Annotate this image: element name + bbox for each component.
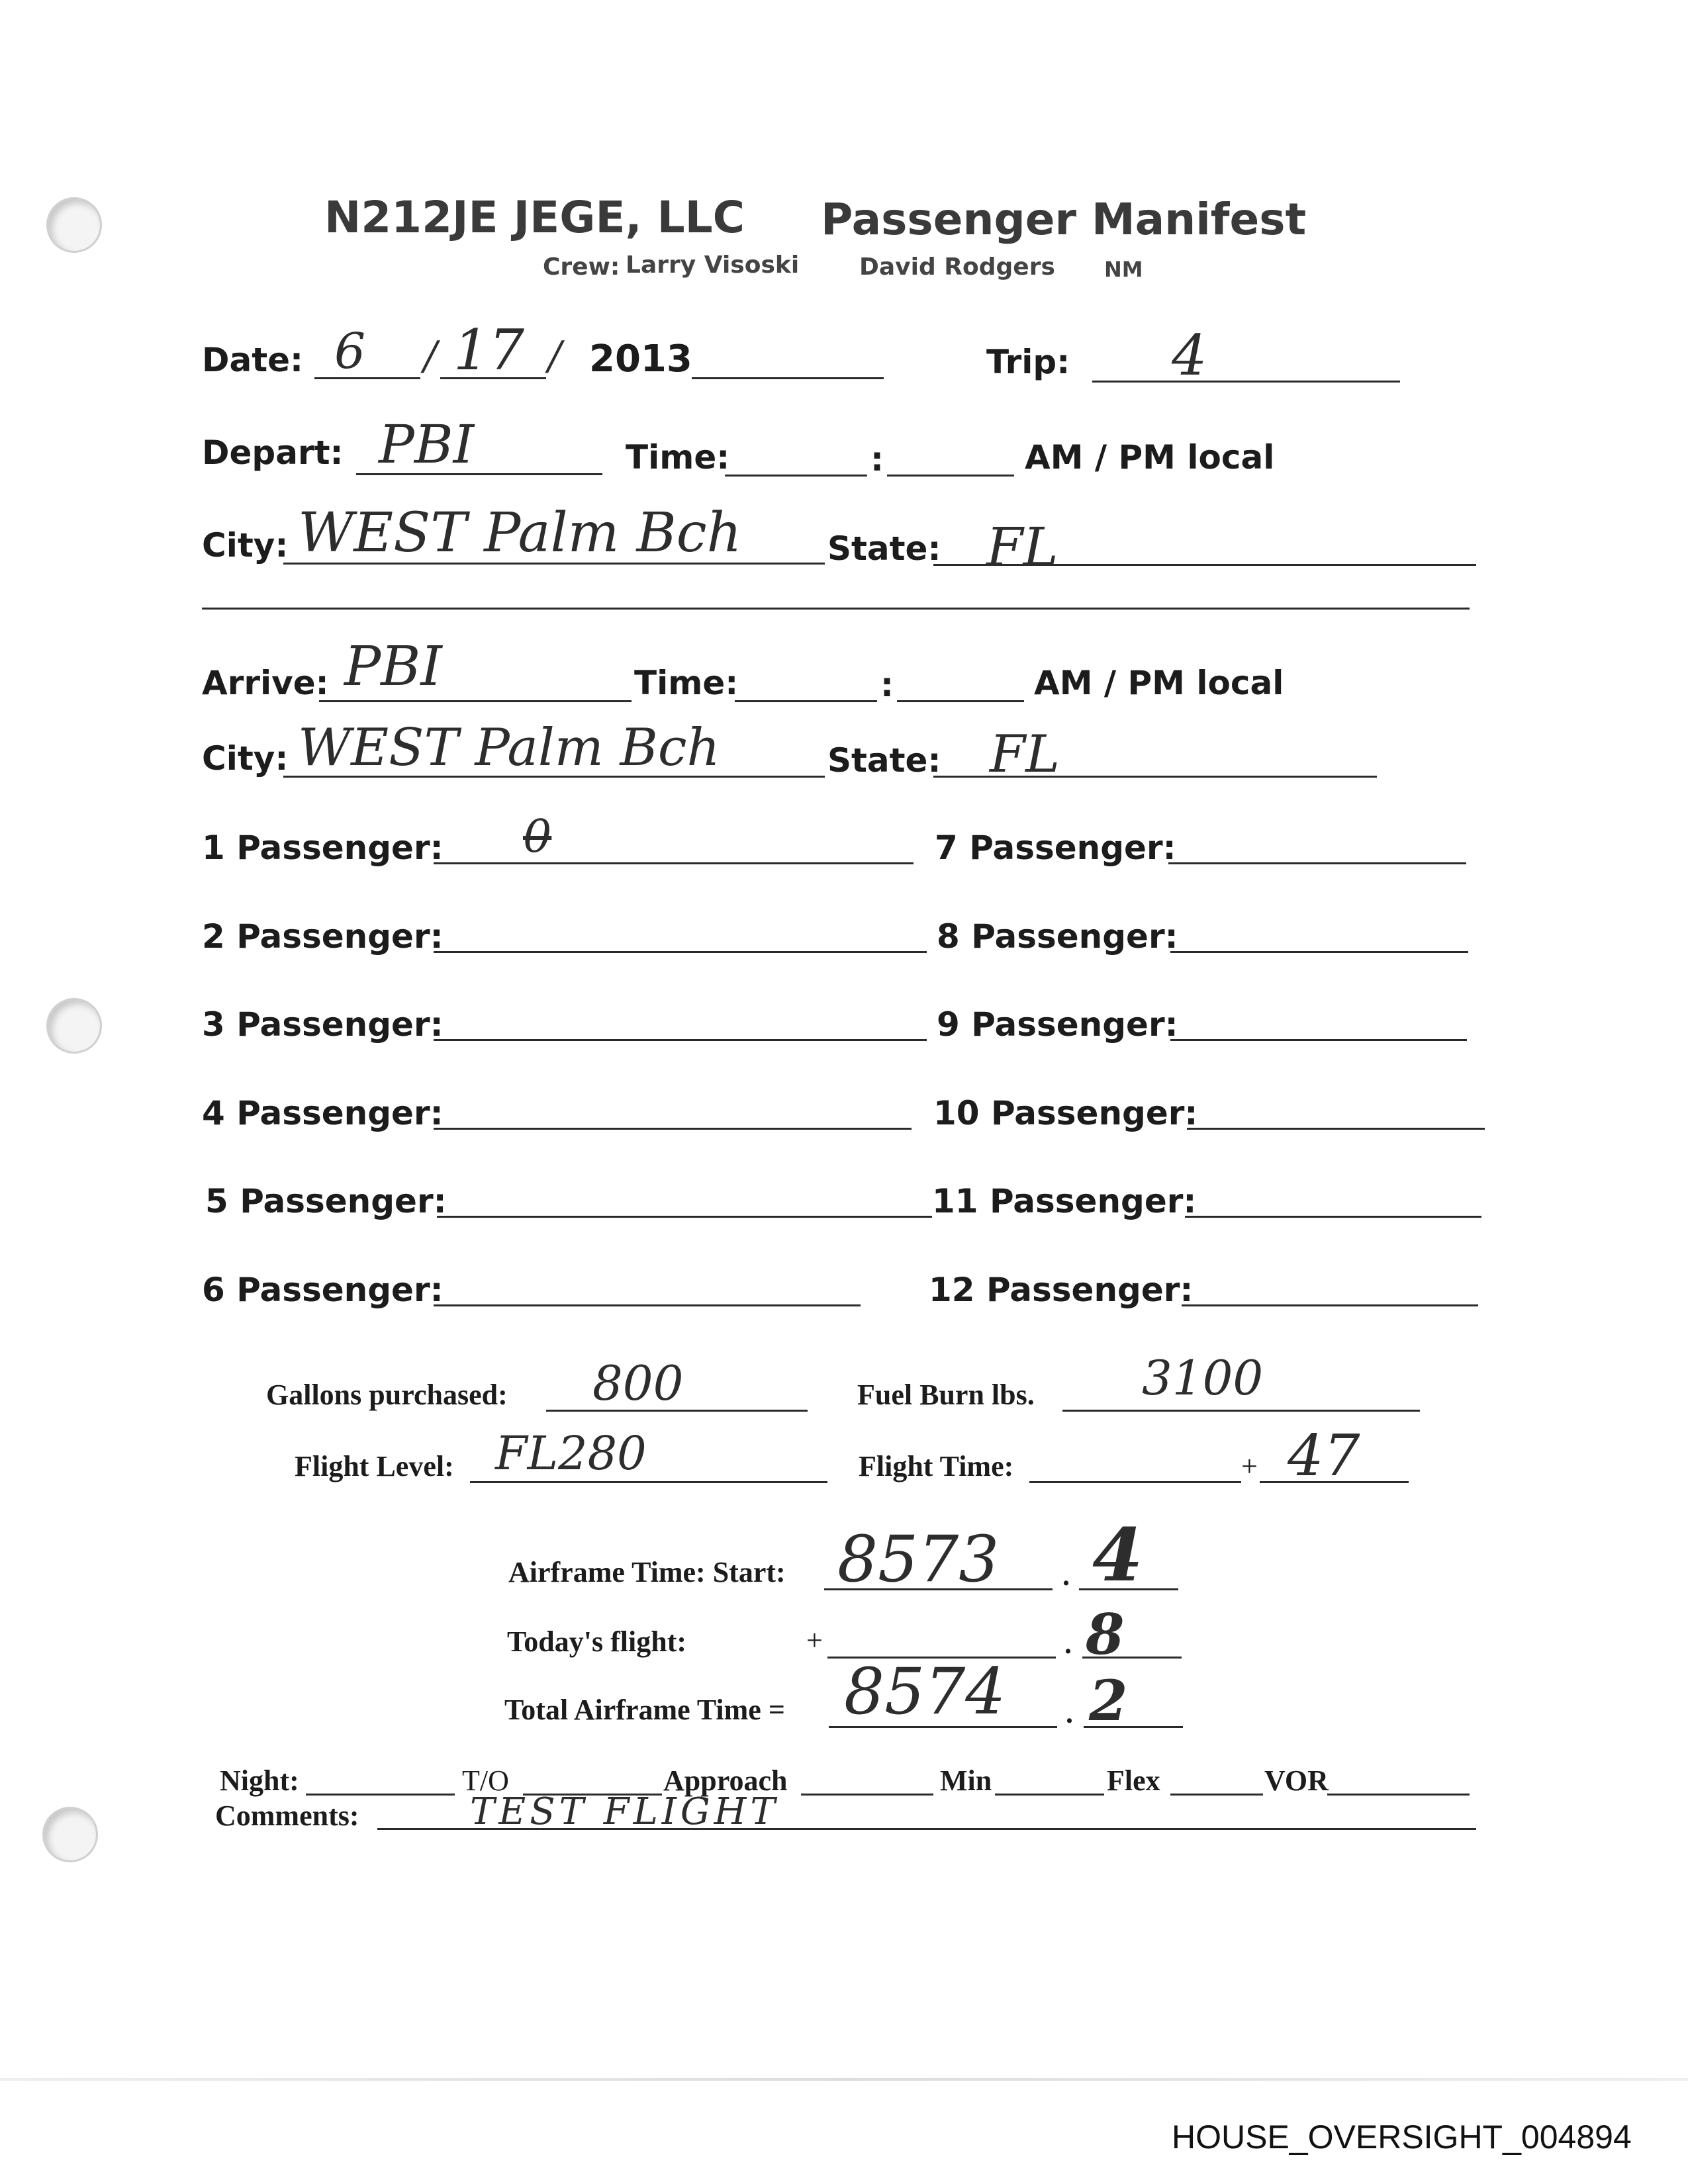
passenger-2-line — [434, 951, 927, 953]
depart-time-label: Time: — [626, 438, 730, 477]
depart-state-value: FL — [986, 516, 1058, 578]
depart-time-separator: : — [870, 440, 884, 478]
trip-value: 4 — [1172, 323, 1207, 388]
night-line — [306, 1794, 455, 1796]
passenger-12-label: 12 Passenger: — [929, 1271, 1194, 1309]
total-airframe-decimal: 2 — [1089, 1668, 1128, 1733]
crew-member-1: Larry Visoski — [626, 251, 800, 279]
passenger-2-label: 2 Passenger: — [202, 917, 444, 956]
depart-city-value: WEST Palm Bch — [298, 502, 742, 565]
passenger-5-line — [437, 1216, 932, 1218]
night-label: Night: — [220, 1764, 299, 1797]
passenger-6-label: 6 Passenger: — [202, 1271, 444, 1309]
depart-label: Depart: — [202, 433, 344, 472]
passenger-8-line — [1170, 951, 1468, 953]
gallons-label: Gallons purchased: — [266, 1379, 508, 1411]
flight-time-plus: + — [1241, 1450, 1258, 1482]
total-airframe-label: Total Airframe Time = — [504, 1694, 785, 1726]
date-day-value: 17 — [453, 318, 524, 383]
vor-line — [1327, 1794, 1470, 1796]
depart-extra-line — [202, 608, 1470, 610]
flight-level-value: FL280 — [495, 1426, 647, 1480]
arrive-time-label: Time: — [634, 664, 739, 702]
depart-ampm: AM / PM local — [1025, 438, 1275, 477]
passenger-12-line — [1182, 1304, 1478, 1306]
passenger-6-line — [434, 1304, 861, 1306]
arrive-ampm: AM / PM local — [1034, 664, 1284, 702]
arrive-time-hour-line — [735, 700, 877, 702]
comments-value: TEST FLIGHT — [470, 1790, 779, 1833]
flex-line — [1170, 1794, 1263, 1796]
passenger-10-label: 10 Passenger: — [933, 1094, 1198, 1132]
date-month-line — [314, 377, 420, 379]
todays-flight-plus: + — [806, 1624, 823, 1657]
depart-value: PBI — [379, 414, 475, 475]
flight-time-value: 47 — [1288, 1423, 1360, 1489]
flight-level-label: Flight Level: — [295, 1450, 454, 1482]
arrive-city-label: City: — [202, 739, 289, 778]
passenger-7-line — [1168, 862, 1466, 864]
total-airframe-value: 8574 — [844, 1655, 1006, 1729]
binder-hole-bottom — [42, 1807, 98, 1862]
passenger-4-label: 4 Passenger: — [202, 1094, 444, 1132]
approach-line — [801, 1794, 933, 1796]
todays-flight-decimal: 8 — [1086, 1602, 1125, 1667]
comments-label: Comments: — [215, 1799, 359, 1832]
passenger-3-label: 3 Passenger: — [202, 1005, 444, 1044]
passenger-9-line — [1170, 1039, 1467, 1041]
date-label: Date: — [202, 341, 304, 379]
crew-label: Crew: — [543, 253, 620, 281]
flight-time-line-1 — [1029, 1481, 1241, 1483]
passenger-10-line — [1187, 1128, 1485, 1130]
date-year: 2013 — [589, 338, 692, 381]
flex-label: Flex — [1107, 1764, 1160, 1797]
airframe-start-dot: . — [1062, 1559, 1070, 1592]
passenger-8-label: 8 Passenger: — [937, 917, 1178, 956]
binder-hole-top — [46, 197, 102, 253]
date-month-value: 6 — [334, 323, 366, 380]
arrive-state-label: State: — [827, 741, 941, 780]
trip-line — [1092, 381, 1400, 383]
min-label: Min — [940, 1764, 992, 1797]
passenger-11-label: 11 Passenger: — [932, 1182, 1197, 1220]
depart-state-label: State: — [827, 529, 941, 568]
crew-member-2: David Rodgers — [859, 253, 1055, 281]
date-separator-1: / — [424, 333, 438, 379]
takeoff-label: T/O — [462, 1764, 509, 1797]
passenger-1-label: 1 Passenger: — [202, 829, 444, 867]
crew-code: NM — [1104, 257, 1143, 282]
arrive-time-separator: : — [880, 666, 894, 704]
trip-label: Trip: — [986, 343, 1070, 381]
passenger-11-line — [1185, 1216, 1481, 1218]
binder-hole-middle — [46, 998, 102, 1054]
fuel-burn-line — [1062, 1410, 1420, 1412]
airframe-start-decimal: 4 — [1092, 1512, 1143, 1598]
arrive-value: PBI — [344, 635, 442, 698]
depart-time-minute-line — [887, 475, 1014, 477]
gallons-value: 800 — [592, 1355, 684, 1411]
passenger-7-label: 7 Passenger: — [935, 829, 1176, 867]
depart-time-hour-line — [725, 475, 867, 477]
document-id: HOUSE_OVERSIGHT_004894 — [1172, 2118, 1632, 2156]
flight-level-line — [470, 1481, 827, 1483]
arrive-city-value: WEST Palm Bch — [298, 718, 720, 778]
todays-flight-dot: . — [1064, 1627, 1072, 1660]
fuel-burn-value: 3100 — [1142, 1350, 1264, 1406]
flight-time-label: Flight Time: — [859, 1450, 1014, 1482]
airframe-start-value: 8573 — [837, 1522, 1000, 1596]
todays-flight-label: Today's flight: — [507, 1625, 687, 1658]
scan-edge — [0, 2078, 1688, 2081]
fuel-burn-label: Fuel Burn lbs. — [857, 1379, 1035, 1411]
date-year-line — [692, 377, 884, 379]
vor-label: VOR — [1264, 1764, 1329, 1797]
passenger-5-label: 5 Passenger: — [205, 1182, 447, 1220]
total-airframe-dot: . — [1066, 1697, 1073, 1729]
depart-city-label: City: — [202, 526, 289, 565]
form-subtitle: Passenger Manifest — [821, 194, 1307, 245]
passenger-1-line — [434, 862, 914, 864]
approach-label: Approach — [663, 1764, 788, 1797]
min-line — [995, 1794, 1104, 1796]
arrive-state-value: FL — [990, 725, 1060, 784]
passenger-4-line — [434, 1128, 912, 1130]
airframe-start-label: Airframe Time: Start: — [508, 1556, 786, 1588]
form-title: N212JE JEGE, LLC — [324, 192, 745, 243]
arrive-time-minute-line — [897, 700, 1024, 702]
passenger-1-value: 0 — [523, 811, 552, 863]
passenger-3-line — [434, 1039, 927, 1041]
passenger-9-label: 9 Passenger: — [937, 1005, 1178, 1044]
arrive-line — [319, 700, 632, 702]
date-separator-2: / — [548, 333, 562, 379]
arrive-label: Arrive: — [202, 664, 329, 702]
